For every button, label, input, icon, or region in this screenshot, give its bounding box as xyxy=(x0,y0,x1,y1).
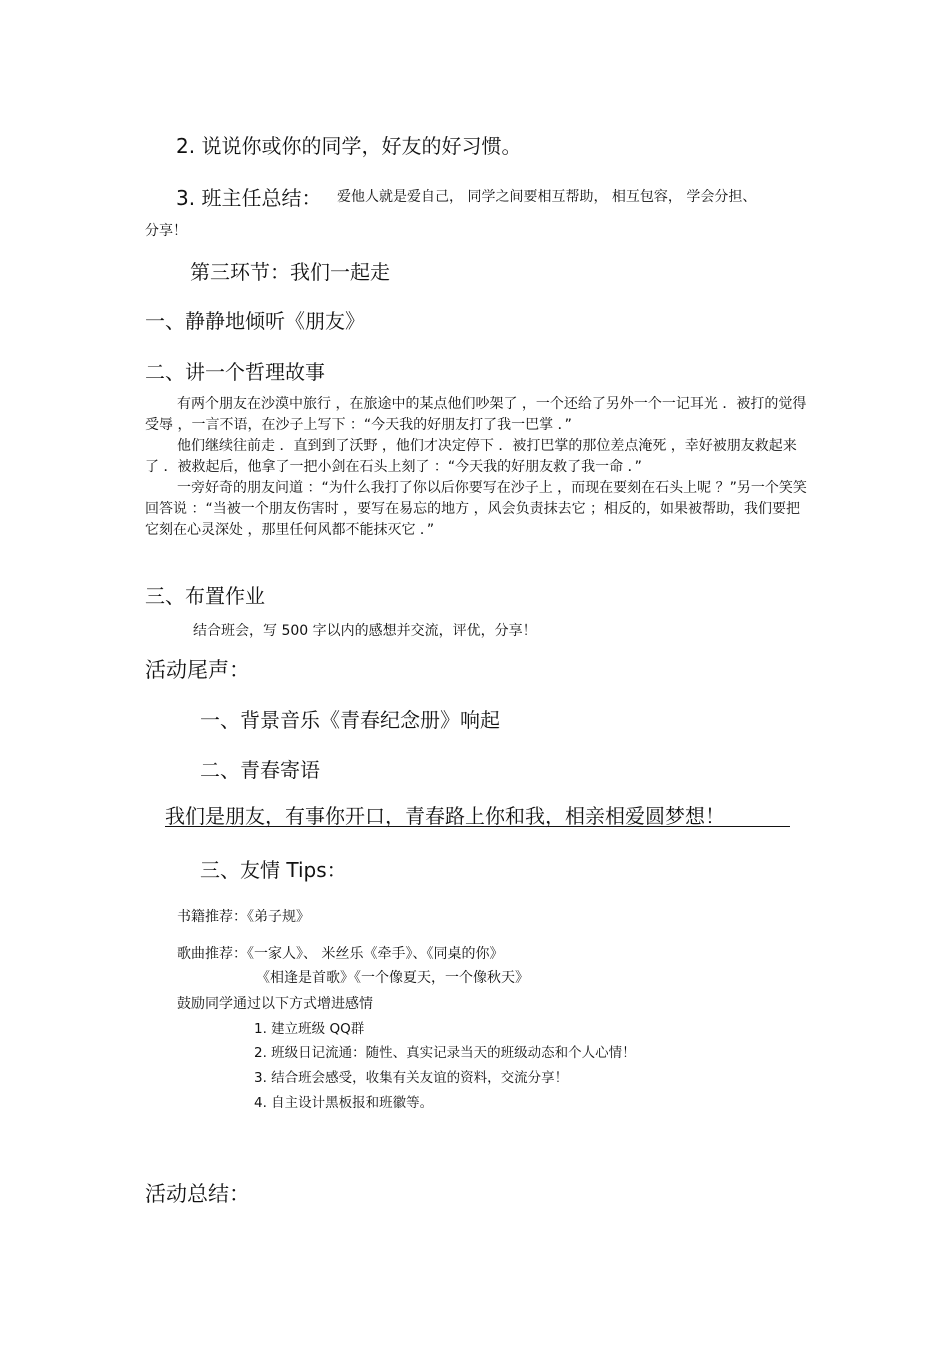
story-text xyxy=(145,394,810,541)
way-item: 4. 自主设计黑板报和班徽等。 xyxy=(254,1095,434,1111)
item-3-continuation: 分享！ xyxy=(145,223,187,239)
item-3-label: 3. 班主任总结： xyxy=(176,186,322,210)
youth-motto-text: 我们是朋友，有事你开口，青春路上你和我，相亲相爱圆梦想！ xyxy=(165,804,725,828)
ending-title: 活动尾声： xyxy=(145,658,250,682)
ending-music: 一、背景音乐《青春纪念册》响起 xyxy=(200,708,500,732)
summary-title: 活动总结： xyxy=(145,1182,250,1206)
item-2: 2. 说说你或你的同学，好友的好习惯。 xyxy=(176,134,522,158)
way-item: 1. 建立班级 QQ群 xyxy=(254,1021,365,1037)
heading-homework: 三、布置作业 xyxy=(145,584,265,608)
song-recommendation-continued: 《相逢是首歌》《一个像夏天，一个像秋天》 xyxy=(256,970,529,986)
heading-story: 二、讲一个哲理故事 xyxy=(145,360,325,384)
book-recommendation: 书籍推荐：《弟子规》 xyxy=(177,909,310,925)
section-3-title: 第三环节：我们一起走 xyxy=(190,260,390,284)
heading-listen: 一、静静地倾听《朋友》 xyxy=(145,309,365,333)
homework-text: 结合班会，写 500 字以内的感想并交流，评优，分享！ xyxy=(193,623,537,639)
friendship-tips-heading: 三、友情 Tips： xyxy=(200,858,347,882)
ending-message: 二、青春寄语 xyxy=(200,758,320,782)
story-paragraph: 他们继续往前走 ．直到到了沃野 ，他们才决定停下 ．被打巴掌的那位差点淹死 ，幸好被朋友救起来了 ．被救起后，他拿了一把小剑在石头上刻了 ：“今天我的好朋友救了我一命 ．” xyxy=(145,438,797,475)
song-recommendation: 歌曲推荐：《一家人》、 米丝乐《牵手》、《同桌的你》 xyxy=(177,946,504,962)
item-3-text: 爱他人就是爱自己， 同学之间要相互帮助， 相互包容， 学会分担、 xyxy=(337,189,757,205)
way-item: 3. 结合班会感受，收集有关友谊的资料，交流分享！ xyxy=(254,1070,569,1086)
story-paragraph: 有两个朋友在沙漠中旅行 ，在旅途中的某点他们吵架了 ，一个还给了另外一个一记耳光 ．被打的觉得受辱 ，一言不语，在沙子上写下 ：“今天我的好朋友打了我一巴掌 ．” xyxy=(145,396,807,433)
story-paragraph: 一旁好奇的朋友问道 ：“为什么我打了你以后你要写在沙子上 ，而现在要刻在石头上呢 ？”另一个笑笑回答说 ：“当被一个朋友伤害时 ，要写在易忘的地方 ，风会负责抹去它 ；相反的，如果被帮助，我们要把它刻在心灵深处 ，那里任何风都不能抹灭它 ．” xyxy=(145,480,807,538)
youth-motto xyxy=(165,800,790,827)
way-item: 2. 班级日记流通：随性、真实记录当天的班级动态和个人心情！ xyxy=(254,1045,636,1061)
encourage-text: 鼓励同学通过以下方式增进感情 xyxy=(177,996,373,1012)
